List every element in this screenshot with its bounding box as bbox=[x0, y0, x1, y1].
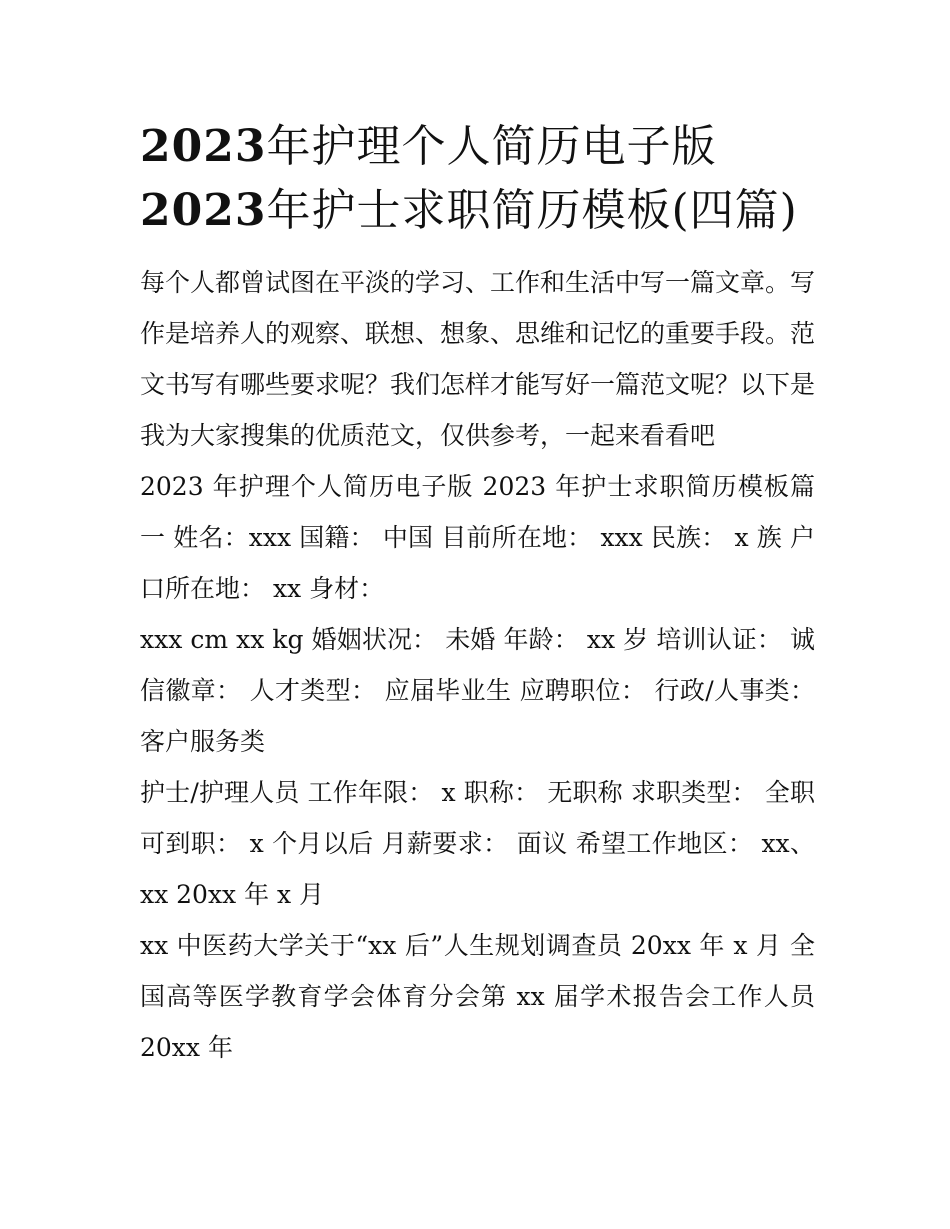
title-part-1: 年护理个人简历电子版 bbox=[266, 121, 717, 172]
intro-paragraph: 每个人都曾试图在平淡的学习、工作和生活中写一篇文章。写作是培养人的观察、联想、想象、思维和记忆的重要手段。范文书写有哪些要求呢？我们怎样才能写好一篇范文呢？以下是我为大家搜集的优质范文，仅供参考，一起来看看吧 bbox=[140, 268, 816, 450]
resume-job-intention-paragraph: 护士/护理人员 工作年限： x 职称： 无职称 求职类型： 全职 可到职： x 个月以后 月薪要求： 面议 希望工作地区： xx、xx 20xx 年 x 月 bbox=[140, 778, 815, 909]
resume-basic-info-paragraph: 2023 年护理个人简历电子版 2023 年护士求职简历模板篇一 姓名：xxx 国籍： 中国 目前所在地： xxx 民族： x 族 户口所在地： xx 身材： bbox=[140, 472, 815, 603]
document-page bbox=[140, 115, 815, 1073]
title-year-2: 2023 bbox=[140, 185, 267, 236]
document-title bbox=[140, 115, 815, 243]
resume-personal-details-paragraph: xxx cm xx kg 婚姻状况： 未婚 年龄： xx 岁 培训认证： 诚信徽章： 人才类型： 应届毕业生 应聘职位： 行政/人事类：客户服务类 bbox=[140, 625, 815, 756]
resume-experience-paragraph: xx 中医药大学关于“xx 后”人生规划调查员 20xx 年 x 月 全国高等医学教育学会体育分会第 xx 届学术报告会工作人员 20xx 年 bbox=[140, 931, 815, 1062]
title-part-2: 年护士求职简历模板(四篇) bbox=[266, 185, 798, 236]
title-year-1: 2023 bbox=[140, 121, 267, 172]
